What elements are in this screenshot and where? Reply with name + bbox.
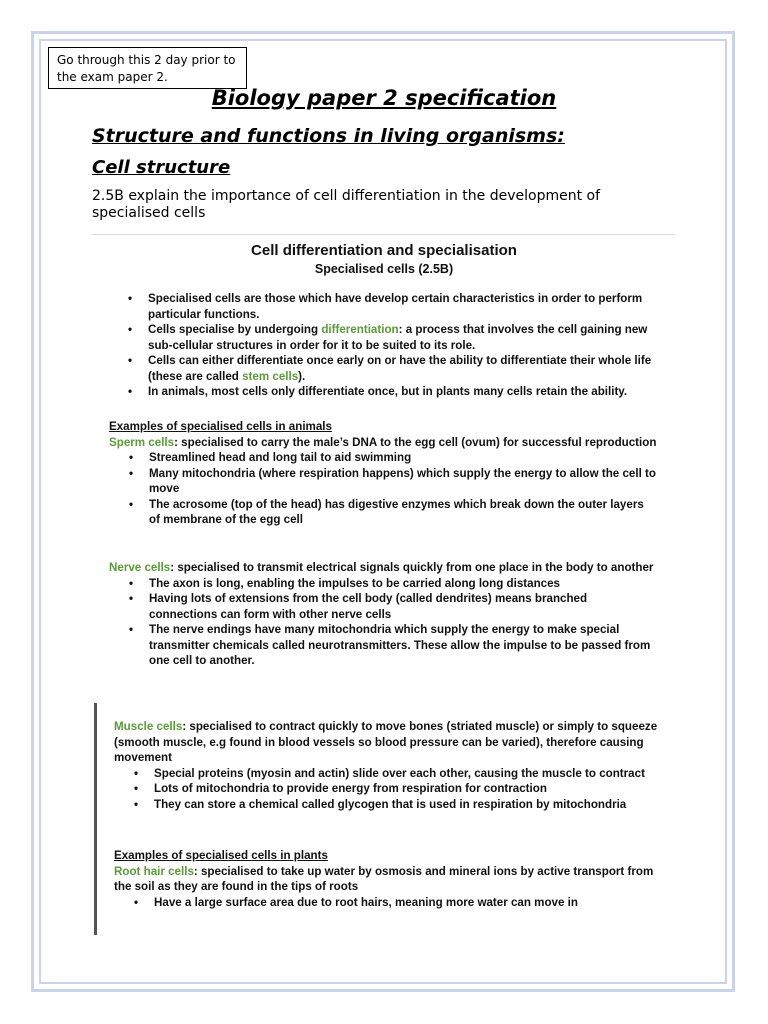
image-heading: Cell differentiation and specialisation	[251, 242, 517, 259]
animals-heading: Examples of specialised cells in animals	[109, 420, 332, 433]
list-item: • The axon is long, enabling the impulses to be carried along long distances	[127, 576, 657, 592]
nerve-desc: Nerve cells: specialised to transmit electrical signals quickly from one place in the body to another	[109, 561, 654, 574]
divider	[92, 234, 675, 235]
root-desc: Root hair cells: specialised to take up water by osmosis and mineral ions by active transport from the soil as they are found in the tips of roots	[114, 864, 654, 893]
sperm-desc: Sperm cells: specialised to carry the male’s DNA to the egg cell (ovum) for successful reproduction	[109, 435, 657, 449]
plants-section	[114, 848, 658, 910]
list-item: • Special proteins (myosin and actin) slide over each other, causing the muscle to contract	[132, 766, 658, 782]
page-title: Biology paper 2 specification	[211, 86, 557, 110]
section-heading: Structure and functions in living organisms:	[92, 125, 565, 147]
image-left-bar	[94, 703, 97, 935]
muscle-section	[114, 719, 658, 812]
list-item: • Many mitochondria (where respiration happens) which supply the energy to allow the cell to move	[127, 466, 657, 497]
reminder-note: Go through this 2 day prior to the exam paper 2.	[48, 47, 247, 89]
spec-point: 2.5B explain the importance of cell differentiation in the development of specialised cells	[92, 188, 601, 221]
list-item: • In animals, most cells only differentiate once, but in plants many cells retain the ability.	[126, 384, 666, 400]
animals-section	[109, 419, 657, 528]
list-item: • The nerve endings have many mitochondria which supply the energy to make special transmitter chemicals called neurotransmitters. These allow the impulse to be passed from one cell to another.	[127, 622, 657, 669]
subsection-heading: Cell structure	[92, 157, 231, 178]
intro-section	[126, 291, 666, 400]
list-item: • Streamlined head and long tail to aid swimming	[127, 450, 657, 466]
list-item: • Lots of mitochondria to provide energy from respiration for contraction	[132, 781, 658, 797]
list-item: • Cells can either differentiate once early on or have the ability to differentiate their whole life (these are called stem cells).	[126, 353, 666, 384]
list-item: • Specialised cells are those which have develop certain characteristics in order to perform particular functions.	[126, 291, 666, 322]
image-subheading: Specialised cells (2.5B)	[314, 262, 454, 276]
list-item: • Have a large surface area due to root hairs, meaning more water can move in	[132, 895, 658, 911]
plants-heading: Examples of specialised cells in plants	[114, 849, 328, 862]
list-item: • Having lots of extensions from the cell body (called dendrites) means branched connections can form with other nerve cells	[127, 591, 657, 622]
muscle-desc: Muscle cells: specialised to contract quickly to move bones (striated muscle) or simply to squeeze (smooth muscle, e.g found in blood vessels so blood pressure can be varied), therefore causing movement	[114, 720, 658, 764]
nerve-section	[109, 560, 657, 669]
list-item: • The acrosome (top of the head) has digestive enzymes which break down the outer layers of membrane of the egg cell	[127, 497, 657, 528]
list-item: • They can store a chemical called glycogen that is used in respiration by mitochondria	[132, 797, 658, 813]
list-item: • Cells specialise by undergoing differentiation: a process that involves the cell gaining new sub-cellular structures in order for it to be suited to its role.	[126, 322, 666, 353]
